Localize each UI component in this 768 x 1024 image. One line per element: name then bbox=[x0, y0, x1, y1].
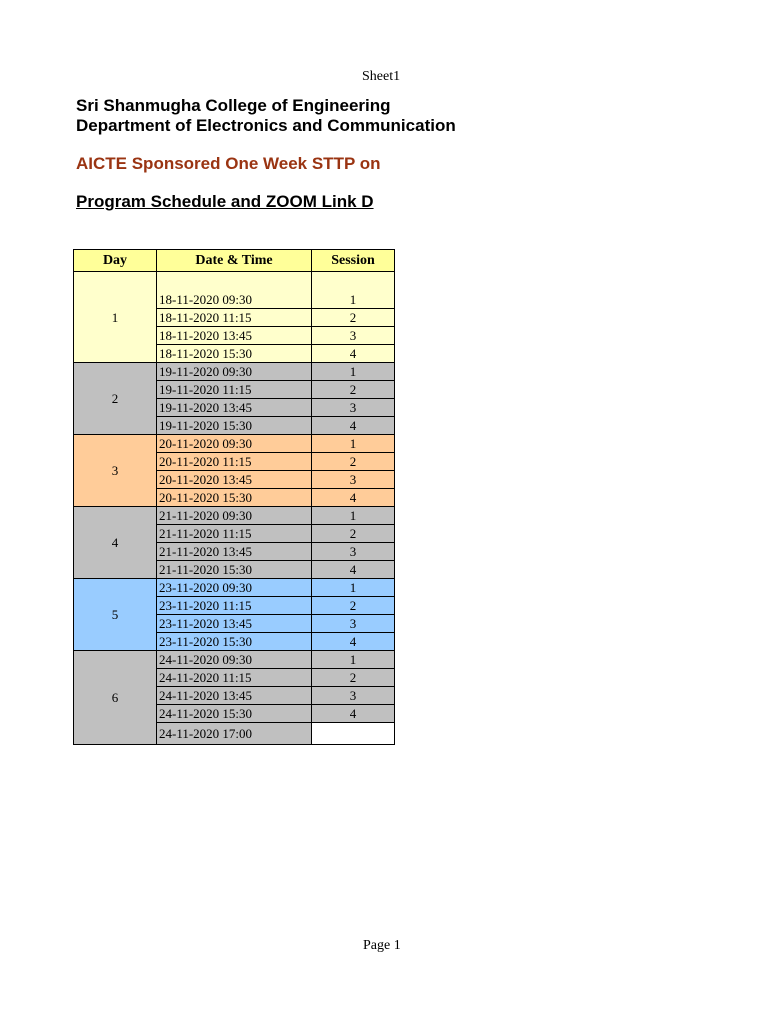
table-row bbox=[74, 579, 395, 597]
date-time-cell: 20-11-2020 09:30 bbox=[157, 435, 312, 453]
date-time-cell: 24-11-2020 09:30 bbox=[157, 651, 312, 669]
date-time-cell: 21-11-2020 11:15 bbox=[157, 525, 312, 543]
session-cell: 2 bbox=[312, 669, 395, 687]
table-row bbox=[74, 363, 395, 381]
page-number-label: Page 1 bbox=[363, 938, 401, 953]
session-cell: 3 bbox=[312, 543, 395, 561]
session-cell: 1 bbox=[312, 579, 395, 597]
day-cell: 1 bbox=[74, 272, 157, 363]
date-time-cell: 24-11-2020 17:00 bbox=[157, 723, 312, 745]
session-cell: 1 bbox=[312, 651, 395, 669]
session-cell bbox=[312, 723, 395, 745]
schedule-table bbox=[73, 249, 395, 745]
column-header-day: Day bbox=[74, 250, 157, 272]
college-name: Sri Shanmugha College of Engineering bbox=[76, 96, 391, 115]
session-cell: 4 bbox=[312, 417, 395, 435]
session-cell: 3 bbox=[312, 615, 395, 633]
date-time-cell: 19-11-2020 13:45 bbox=[157, 399, 312, 417]
session-cell: 4 bbox=[312, 633, 395, 651]
department-name: Department of Electronics and Communication bbox=[76, 116, 456, 135]
date-time-cell: 23-11-2020 13:45 bbox=[157, 615, 312, 633]
session-cell: 2 bbox=[312, 597, 395, 615]
date-time-cell: 18-11-2020 11:15 bbox=[157, 309, 312, 327]
day-cell: 6 bbox=[74, 651, 157, 745]
sheet-name-label: Sheet1 bbox=[362, 69, 401, 84]
program-title: AICTE Sponsored One Week STTP on bbox=[76, 154, 381, 173]
column-header-date-time: Date & Time bbox=[157, 250, 312, 272]
date-time-cell: 19-11-2020 11:15 bbox=[157, 381, 312, 399]
date-time-cell: 24-11-2020 15:30 bbox=[157, 705, 312, 723]
session-cell: 3 bbox=[312, 687, 395, 705]
date-time-cell: 23-11-2020 09:30 bbox=[157, 579, 312, 597]
day-cell: 3 bbox=[74, 435, 157, 507]
session-cell: 1 bbox=[312, 363, 395, 381]
day-cell: 5 bbox=[74, 579, 157, 651]
session-cell: 1 bbox=[312, 435, 395, 453]
session-cell: 2 bbox=[312, 453, 395, 471]
session-cell: 2 bbox=[312, 525, 395, 543]
date-time-cell: 20-11-2020 13:45 bbox=[157, 471, 312, 489]
session-cell: 4 bbox=[312, 345, 395, 363]
column-header-session: Session bbox=[312, 250, 395, 272]
session-cell: 3 bbox=[312, 471, 395, 489]
date-time-cell: 21-11-2020 13:45 bbox=[157, 543, 312, 561]
session-cell: 4 bbox=[312, 489, 395, 507]
session-cell: 3 bbox=[312, 327, 395, 345]
date-time-cell: 19-11-2020 09:30 bbox=[157, 363, 312, 381]
session-cell: 2 bbox=[312, 381, 395, 399]
table-row bbox=[74, 507, 395, 525]
schedule-title: Program Schedule and ZOOM Link D bbox=[76, 192, 374, 211]
table-header-row bbox=[74, 250, 395, 272]
date-time-cell: 21-11-2020 09:30 bbox=[157, 507, 312, 525]
session-cell: 1 bbox=[312, 507, 395, 525]
date-time-cell: 18-11-2020 09:30 bbox=[157, 272, 312, 309]
session-cell: 1 bbox=[312, 272, 395, 309]
date-time-cell: 23-11-2020 15:30 bbox=[157, 633, 312, 651]
session-cell: 4 bbox=[312, 561, 395, 579]
table-row bbox=[74, 651, 395, 669]
date-time-cell: 20-11-2020 11:15 bbox=[157, 453, 312, 471]
date-time-cell: 23-11-2020 11:15 bbox=[157, 597, 312, 615]
date-time-cell: 20-11-2020 15:30 bbox=[157, 489, 312, 507]
date-time-cell: 18-11-2020 15:30 bbox=[157, 345, 312, 363]
date-time-cell: 24-11-2020 11:15 bbox=[157, 669, 312, 687]
session-cell: 4 bbox=[312, 705, 395, 723]
day-cell: 4 bbox=[74, 507, 157, 579]
day-cell: 2 bbox=[74, 363, 157, 435]
table-row bbox=[74, 435, 395, 453]
session-cell: 3 bbox=[312, 399, 395, 417]
date-time-cell: 24-11-2020 13:45 bbox=[157, 687, 312, 705]
table-row bbox=[74, 272, 395, 309]
date-time-cell: 19-11-2020 15:30 bbox=[157, 417, 312, 435]
date-time-cell: 21-11-2020 15:30 bbox=[157, 561, 312, 579]
date-time-cell: 18-11-2020 13:45 bbox=[157, 327, 312, 345]
session-cell: 2 bbox=[312, 309, 395, 327]
